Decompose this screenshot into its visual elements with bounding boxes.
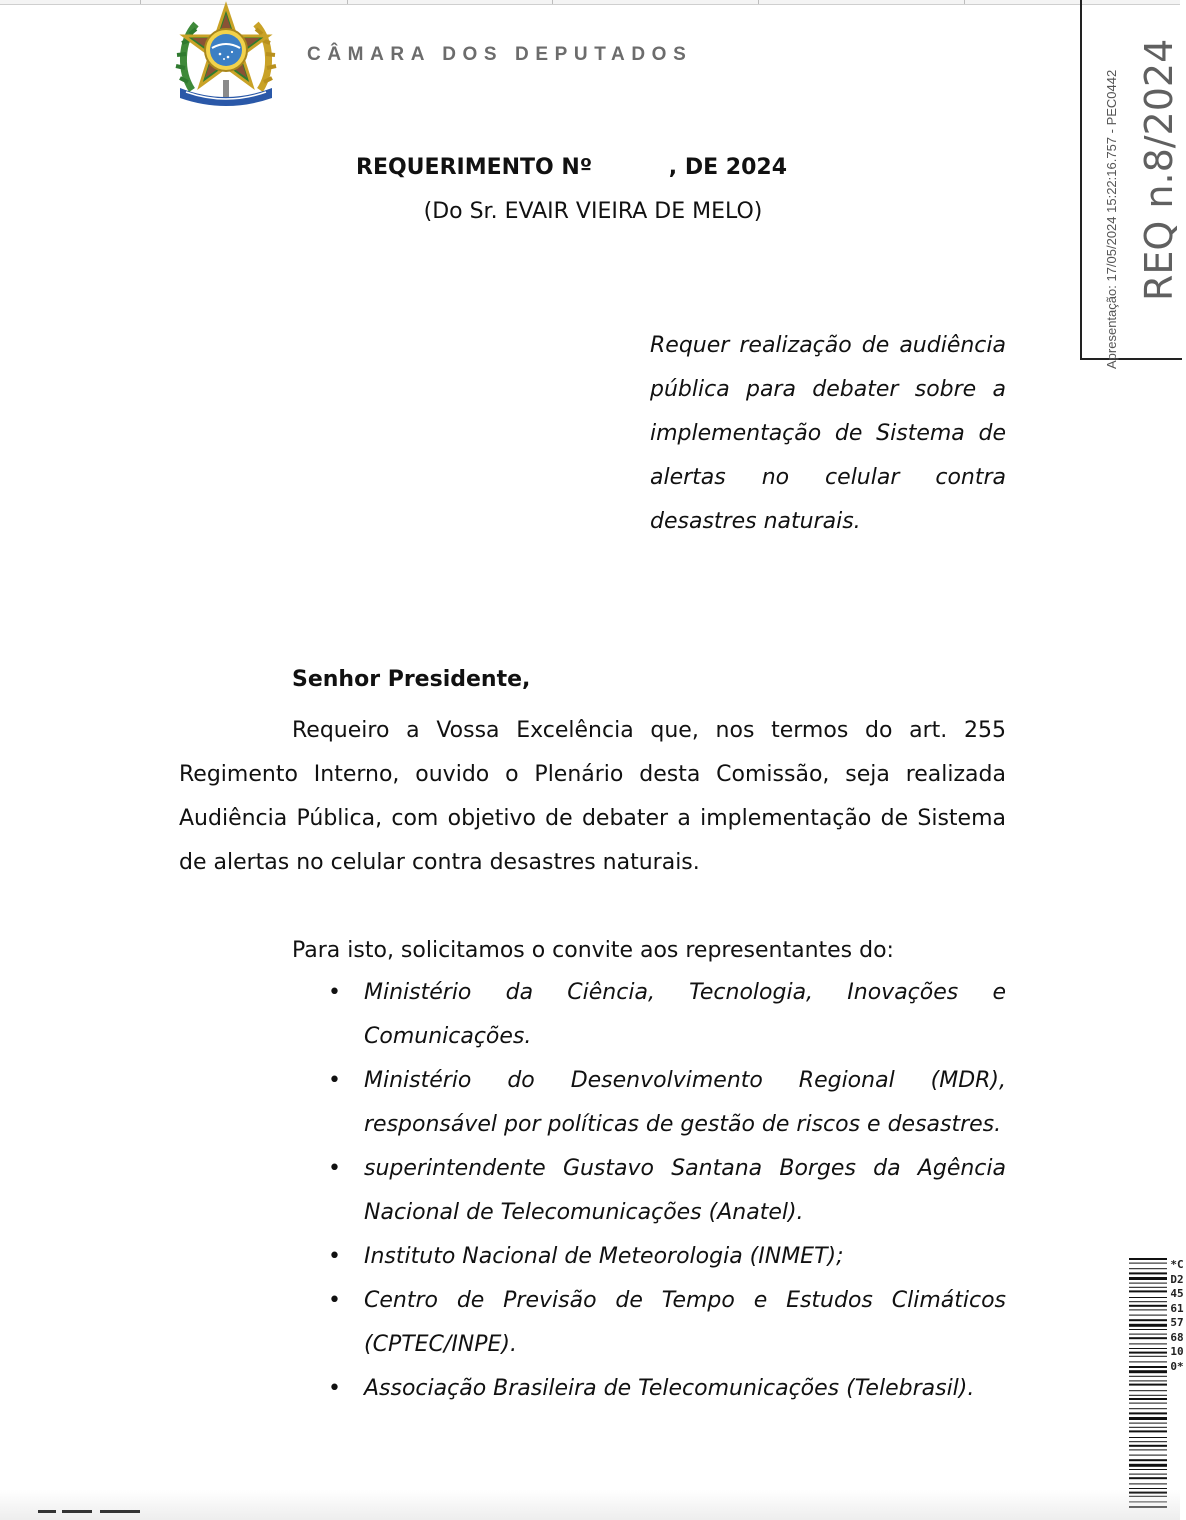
invitee-text: Centro de Previsão de Tempo e Estudos Climáticos (CPTEC/INPE).: [364, 1288, 1006, 1357]
coat-of-arms-of-brazil-icon: [172, 2, 280, 110]
list-item: [328, 1235, 1006, 1279]
salutation: Senhor Presidente,: [292, 667, 531, 692]
bullet-icon: •: [328, 980, 341, 1005]
invitee-text: Associação Brasileira de Telecomunicações (Telebrasil).: [364, 1376, 975, 1401]
invitee-text: Instituto Nacional de Meteorologia (INMET);: [364, 1244, 844, 1269]
request-paragraph: Requeiro a Vossa Excelência que, nos termos do art. 255 Regimento Interno, ouvido o Plenário desta Comissão, seja realizada Audiência Pública, com objetivo de debater a implementação de Sistema de alertas no celular contra desastres naturais.: [179, 718, 1006, 875]
list-item: [328, 1059, 1006, 1147]
barcode-icon: [1129, 1258, 1167, 1506]
document-summary: Requer realização de audiência pública para debater sobre a implementação de Sistema de alertas no celular contra desastres naturais.: [650, 333, 1006, 534]
list-item: [328, 971, 1006, 1059]
request-reference: REQ n.8/2024: [1137, 38, 1181, 301]
bullet-icon: •: [328, 1376, 341, 1401]
bullet-icon: •: [328, 1068, 341, 1093]
list-item: [328, 1367, 1006, 1411]
page-edge-shadow: [0, 1490, 1180, 1520]
list-item: [328, 1279, 1006, 1367]
invitation-paragraph: Para isto, solicitamos o convite aos representantes do:: [292, 938, 894, 963]
barcode-code: *CD245615768100*: [1170, 1258, 1184, 1373]
presentation-stamp: Apresentação: 17/05/2024 15:22:16.757 - PEC0442: [1104, 69, 1119, 369]
bullet-icon: •: [328, 1156, 341, 1181]
document-title: REQUERIMENTO Nº , DE 2024: [356, 155, 787, 180]
invitee-list: [328, 971, 1006, 1411]
document-author: (Do Sr. EVAIR VIEIRA DE MELO): [423, 199, 763, 224]
invitee-text: superintendente Gustavo Santana Borges da Agência Nacional de Telecomunicações (Anatel).: [364, 1156, 1006, 1225]
bullet-icon: •: [328, 1288, 341, 1313]
house-name: CÂMARA DOS DEPUTADOS: [307, 44, 693, 65]
next-page-fragment: [38, 1510, 148, 1520]
list-item: [328, 1147, 1006, 1235]
invitee-text: Ministério da Ciência, Tecnologia, Inovações e Comunicações.: [364, 980, 1006, 1049]
bullet-icon: •: [328, 1244, 341, 1269]
invitee-text: Ministério do Desenvolvimento Regional (MDR), responsável por políticas de gestão de riscos e desastres.: [364, 1068, 1006, 1137]
